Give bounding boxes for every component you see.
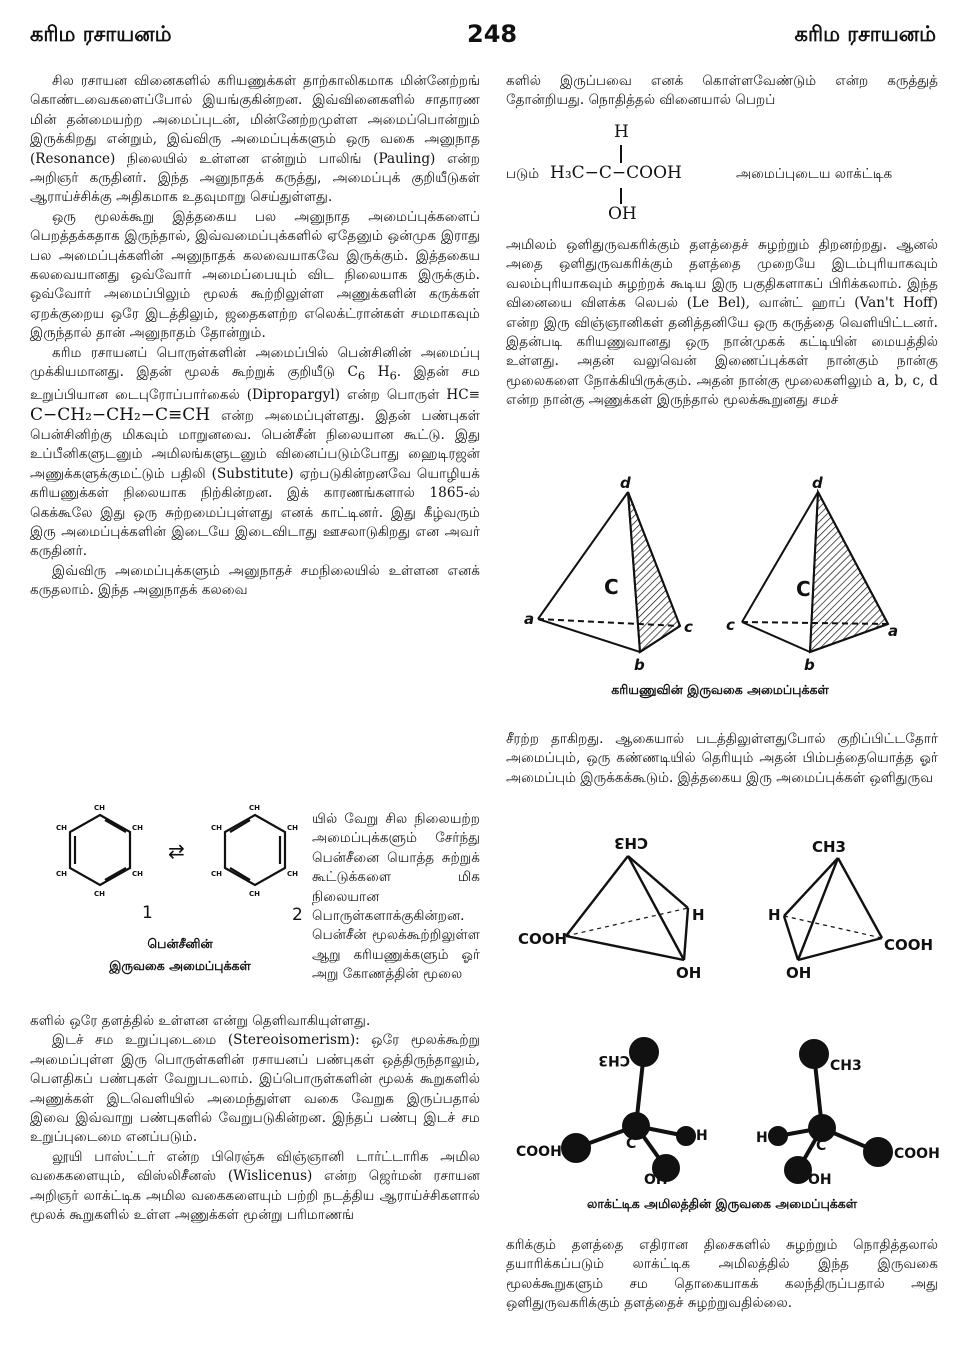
equilibrium-arrow: ⇄ xyxy=(168,839,185,863)
tetrahedra-figure xyxy=(520,474,920,674)
center-c: C xyxy=(604,575,619,599)
c-label: C xyxy=(816,1138,827,1154)
benzene-text-c: . இதன் சம உறுப்பியான டைபுரோப்பார்கைல் (Dipropargyl) என்ற பொருள் HC≡ xyxy=(30,364,480,404)
formula-top-h: H xyxy=(614,122,629,142)
vertex-a: a xyxy=(524,610,535,628)
benzene-structure-2 xyxy=(225,815,285,885)
ch-label: CH xyxy=(56,870,67,878)
sub-6a: 6 xyxy=(357,368,366,383)
ch3-label: CH3 xyxy=(830,1058,862,1074)
formula-prefix: படும் xyxy=(506,166,540,182)
ch-label: CH xyxy=(56,824,67,832)
oh-label: OH xyxy=(786,964,812,982)
h-label: H xyxy=(696,1128,708,1144)
lactic-tetra-left xyxy=(566,856,688,960)
ch-label: CH xyxy=(287,824,298,832)
formula-suffix: அமைப்புடைய லாக்ட்டிக xyxy=(736,166,893,182)
center-c: C xyxy=(796,577,811,601)
ch-label: CH xyxy=(211,824,222,832)
vertex-d: d xyxy=(812,474,823,492)
oh-label: OH xyxy=(644,1172,668,1188)
formula-bond-down xyxy=(620,188,622,204)
benzene-text-b: H xyxy=(365,364,390,381)
ch3-label: CH3 xyxy=(614,834,648,852)
vertex-b: b xyxy=(804,656,815,674)
cooh-label: COOH xyxy=(894,1146,940,1162)
structure-number-2: 2 xyxy=(292,905,303,925)
lactic-formula-block xyxy=(506,120,938,232)
paragraph-resonance-equilibrium: இவ்விரு அமைப்புக்களும் அனுநாதச் சமநிலையில் உள்ளன எனக் கருதலாம். இந்த அனுநாதக் கலவை xyxy=(30,562,480,599)
paragraph-stereoisomerism: இடச் சம உறுப்புடைமை (Stereoisomerism): ஒரே மூலக்கூற்று அமைப்புள்ள இரு பொருள்களின் ரசாயனப் பண்புகள் ஒத்திருந்தாலும், பௌதிகப் பண்புகள் வேறுபடலாம். இப்பொருள்களின் மூலக் கூறுகளில் அணுக்கள் இடவெளியில் அமைந்துள்ள வகை வேறுக இருப்பதால் இவை இவ்வாறு பண்புகளில் வேறுபடுகின்றன. இந்தப் பண்பு இடச் சம உறுப்புடைமை எனப்படும். xyxy=(30,1032,480,1146)
ch-label: CH xyxy=(132,824,143,832)
structure-number-1: 1 xyxy=(142,903,153,923)
left-column-top xyxy=(30,72,480,601)
ch3-label: CH3 xyxy=(598,1052,630,1068)
left-column-bottom xyxy=(30,1012,480,1225)
benzene-text-a: கரிம ரசாயனப் பொருள்களின் அமைப்பில் பென்சினின் அமைப்பு முக்கியமானது. இதன் மூலக் கூற்றுக் குறியீடு C xyxy=(30,344,480,381)
running-title-right: கரிம ரசாயனம் xyxy=(794,22,936,46)
right-column-middle: அமிலம் ஒளிதுருவகரிக்கும் தளத்தைச் சுழற்றும் திறனற்றது. ஆனல் அதை ஒளிதுருவகரிக்கும் தளத்தை முறையே இடம்புரியாகவும் வலம்புரியாகவும் சுழற்றக் கூடிய இரு பகுதிகளாகப் பிரிக்கலாம். இந்த வினையை விளக்க லெபல் (Le Bel), வான்ட் ஹாப் (Van't Hoff) என்ற இரு விஞ்ஞானிகள் தனித்தனியே ஒரு கருத்தை வெளியிட்டனர். இதன்படி கரியணுவானது ஒரு நான்முகக் கட்டியின் மையத்தில் உள்ளது. அதன் வலுவென் இணைப்புக்கள் நான்கும் நான்கு மூலைகளை நோக்கியிருக்கும். அதன் நான்கு மூலைகளிலும் a, b, c, d என்ற நான்கு அணுக்கள் இருந்தால் மூலக்கூறுனது சமச் xyxy=(506,237,938,409)
vertex-c: c xyxy=(726,616,735,634)
cooh-label: COOH xyxy=(516,1144,562,1160)
oh-label: OH xyxy=(676,964,702,982)
ch-label: CH xyxy=(94,890,105,898)
ch-label: CH xyxy=(249,804,260,812)
h-label: H xyxy=(692,906,705,924)
oh-label: OH xyxy=(808,1172,832,1188)
benzene-caption-2: இருவகை அமைப்புக்கள் xyxy=(109,958,251,973)
formula-main: H₃C−C−COOH xyxy=(550,163,682,183)
ch-label: CH xyxy=(287,870,298,878)
running-title-left: கரிம ரசாயனம் xyxy=(30,22,172,46)
benzene-side-text: யில் வேறு சில நிலையற்ற அமைப்புக்களும் சேர்ந்து பென்சீனை யொத்த சுற்றுக் கூட்டுக்களை மிக நிலையான பொருள்களாக்குகின்றன. பென்சீன் மூலக்கூற்றிலுள்ள ஆறு கரியணுக்களும் ஓர் அறு கோணத்தின் மூலை xyxy=(312,811,480,983)
h-label: H xyxy=(756,1130,768,1146)
tetrahedron-right xyxy=(742,492,888,652)
formula-bond-up xyxy=(620,145,622,163)
tetrahedra-caption: கரியணுவின் இருவகை அமைப்புக்கள் xyxy=(611,682,829,697)
ch-label: CH xyxy=(249,890,260,898)
lactic-ball-stick-figure xyxy=(516,1030,946,1190)
right-column-top: களில் இருப்பவை எனக் கொள்ளவேண்டும் என்ற கருத்துத் தோன்றியது. நொதித்தல் வினையால் பெறப் xyxy=(506,73,938,109)
dipropargyl-formula: C−CH₂−CH₂−C≡CH xyxy=(30,404,211,425)
paragraph-resonance-hybrid: ஒரு மூலக்கூறு இத்தகைய பல அனுநாத அமைப்புக்களைப் பெறத்தக்கதாக இருந்தால், இவ்வமைப்புக்களில் ஏதேனும் ஒன்முக இராது பல அமைப்புக்களின் அனுநாதக் கலவையாகவே இருக்கும். இத்தகைய கலவையானது ஒவ்வோர் அமைப்பையும் விட நிலையாக இருக்கும். ஒவ்வோர் அமைப்பிலும் மூலக் கூற்றிலுள்ள அணுக்களின் கருக்கள் ஏறக்குறைய ஒரே இடத்திலும், ஜதைகளற்ற எலெக்ட்ரான்கள் சமமாகவும் இருந்தால் தான் அனுநாதம் தோன்றும். xyxy=(30,208,480,342)
vertex-b: b xyxy=(634,656,645,674)
paragraph-benzene-planar: களில் ஒரே தளத்தில் உள்ளன என்று தெளிவாகியுள்ளது. xyxy=(30,1013,371,1029)
tetrahedron-left xyxy=(538,492,680,652)
right-column-lower: சீரற்ற தாகிறது. ஆகையால் படத்திலுள்ளதுபோல் குறிப்பிட்டதோர் அமைப்பும், ஒரு கண்ணடியில் தெரியும் அதன் பிம்பத்தையொத்த ஓர் அமைப்பும் இருக்கக்கூடும். இத்தகைய இரு அமைப்புக்கள் ஒளிதுருவ xyxy=(506,731,938,786)
lactic-tetrahedra-figure xyxy=(516,828,946,1008)
ch-label: CH xyxy=(94,804,105,812)
h-label: H xyxy=(768,906,781,924)
paragraph-pasteur: லூயி பாஸ்ட்டர் என்ற பிரெஞ்சு விஞ்ஞானி டார்ட்டாரிக அமில வகைகளையும், விஸ்லிசீனஸ் (Wislicenus) என்ற ஜெர்மன் ரசாயன அறிஞர் லாக்ட்டிக அமில வகைகளையும் பற்றி நடத்திய ஆராய்ச்சிகளால் மூலக் கூறுகளில் உள்ள அணுக்கள் மூன்று பரிமாணங் xyxy=(30,1148,480,1224)
vertex-a: a xyxy=(888,622,899,640)
cooh-label: COOH xyxy=(884,936,934,954)
sub-6b: 6 xyxy=(389,368,397,383)
vertex-d: d xyxy=(620,474,631,492)
benzene-text-d: என்ற அமைப்புள்ளது. இதன் பண்புகள் பென்சினிற்கு மிகவும் மாறுனவை. பென்சீன் நிலையான கூட்டு. இது உப்பீனிகளுடனும் அமிலங்களுடனும் வினைப்படும்போது ஹைடிரஜன் அணுக்களுக்குமட்டும் பதிலி (Substitute) ஏற்படுகின்றனவே யொழியக் கரியணுக்கள் நிலையாக நிற்கின்றன. இக் காரணங்களால் 1865-ல் கெக்கூலே இது ஒரு சுற்றமைப்புள்ளது எனக் காட்டினர். இது கீழ்வரும் இரு அமைப்புக்களின் இடையே இடைவிடாது ஊசலாடுகிறது என அவர் கருதினர். xyxy=(30,407,480,560)
paragraph-resonance: சில ரசாயன வினைகளில் கரியணுக்கள் தாற்காலிகமாக மின்னேற்றங் கொண்டவைகளைப்போல் இயங்குகின்றன. இவ்வினைகளில் சாதாரண மின் தன்மையற்ற அமைப்புடன், மின்னேற்றமுள்ள அமைப்பொன்றும் இருக்கிறது என்றும், இவ்விரு அமைப்புக்களும் ஒரு வகை அனுநாத (Resonance) நிலையில் உள்ளன என்றும் பாலிங் (Pauling) என்ற அறிஞர் கருதினர். இந்த அனுநாதக் கருத்து, அமைப்புக் குறியீடுகள் ஆராய்ச்சிக்கு அதிகமாக உதவுமாறு செய்துள்ளது. xyxy=(30,73,480,206)
ch-label: CH xyxy=(132,870,143,878)
right-column-bottom: கரிக்கும் தளத்தை எதிரான திசைகளில் சுழற்றும் நொதித்தலால் தயாரிக்கப்படும் லாக்ட்டிக அமிலத்தில் இந்த இருவகை மூலக்கூறுகளும் சம தொகையாகக் கலந்திருப்பதால் அது ஒளிதுருவகரிக்கும் தளத்தைச் சுழற்றுவதில்லை. xyxy=(506,1237,938,1312)
formula-bottom-oh: OH xyxy=(608,204,637,224)
cooh-label: COOH xyxy=(518,930,568,948)
lactic-tetra-right xyxy=(784,858,882,960)
vertex-c: c xyxy=(684,618,693,636)
benzene-structure-1 xyxy=(70,815,130,885)
benzene-caption-1: பென்சீனின் xyxy=(147,936,213,951)
ch3-label: CH3 xyxy=(812,838,846,856)
c-label: C xyxy=(626,1136,637,1152)
page-number: 248 xyxy=(467,20,518,48)
paragraph-benzene xyxy=(30,344,480,562)
ch-label: CH xyxy=(211,870,222,878)
lactic-caption: லாக்ட்டிக அமிலத்தின் இருவகை அமைப்புக்கள் xyxy=(586,1196,858,1211)
